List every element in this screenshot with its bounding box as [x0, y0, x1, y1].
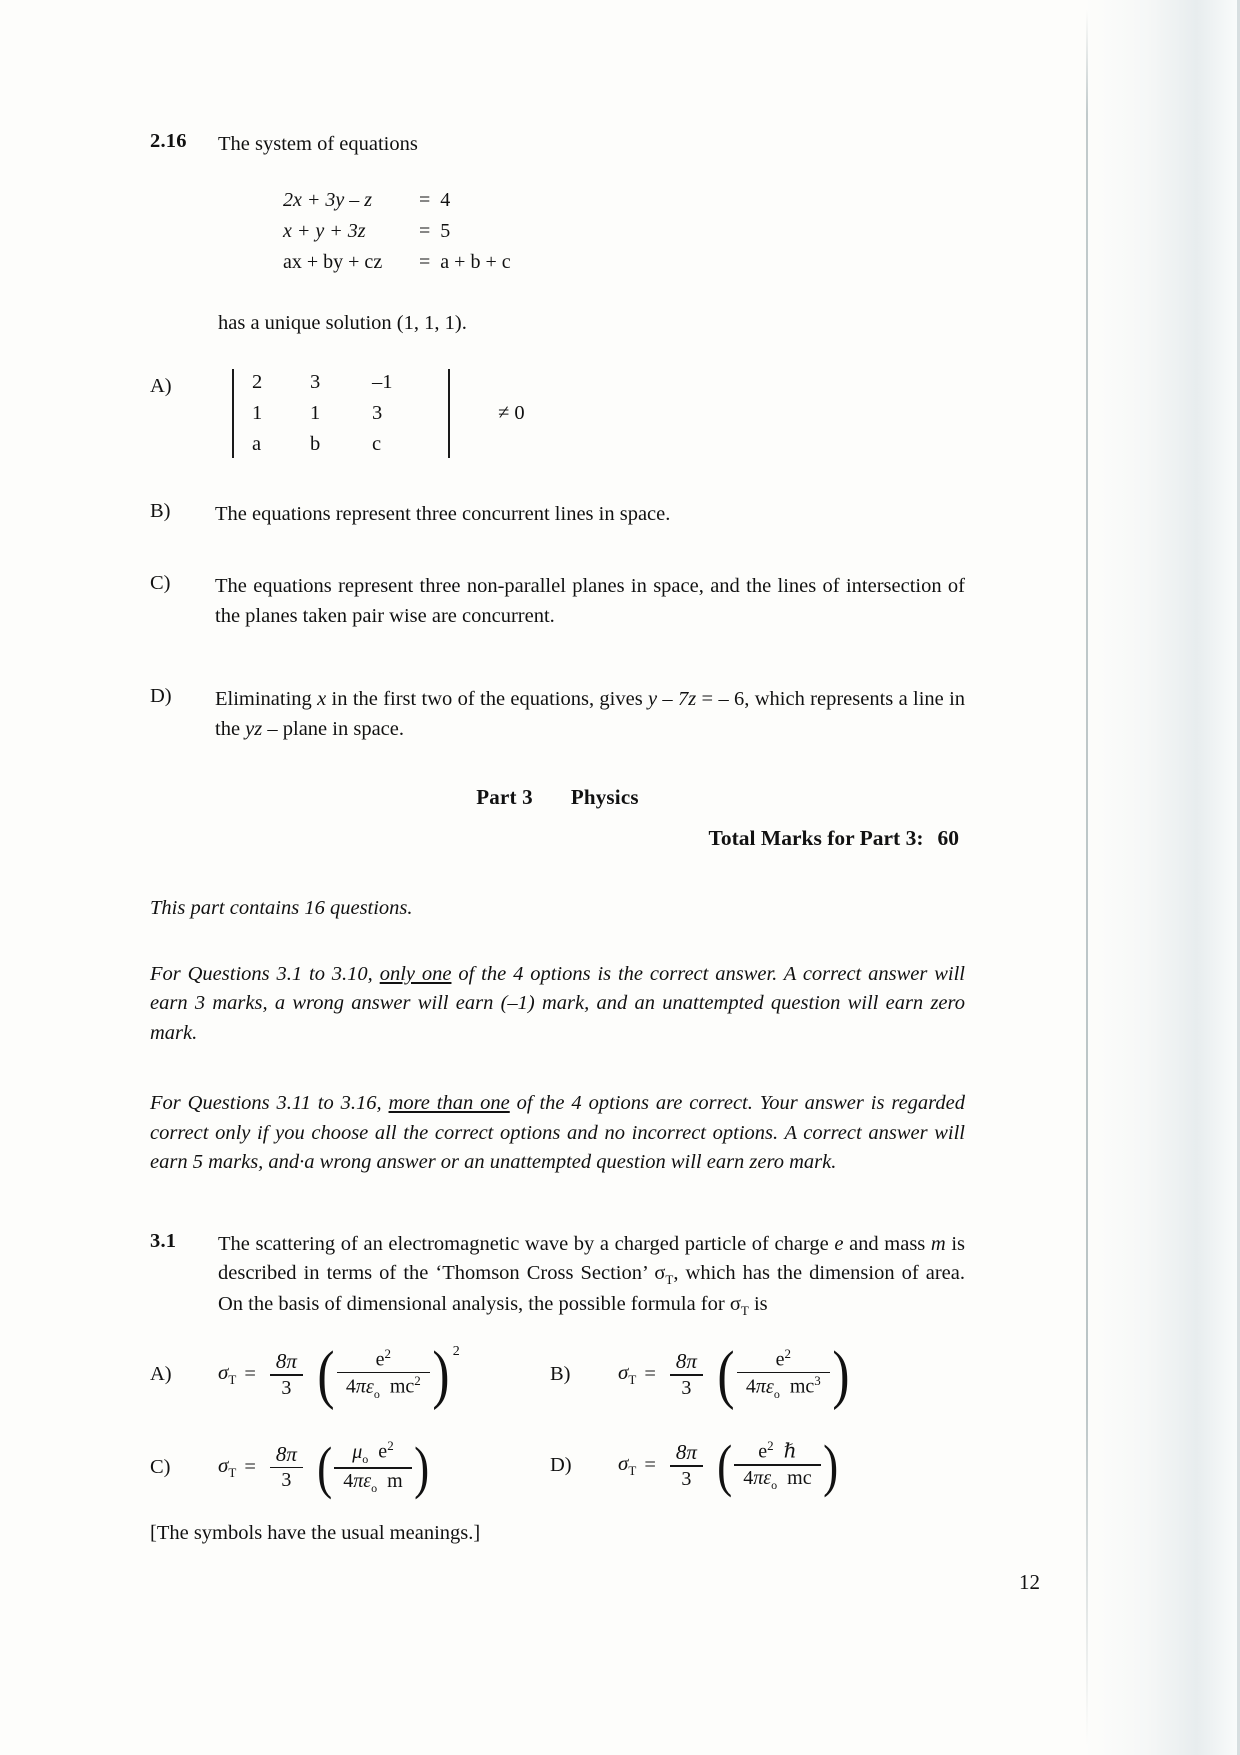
fraction-denominator: 3	[281, 1469, 292, 1492]
sigma-t-lhs: $\sigma_T$	[218, 1360, 237, 1388]
option-c	[150, 572, 965, 631]
option-d-part-3: which represents a line in the	[215, 688, 966, 740]
q31-part-1: The scattering of an electromagnetic wave by a charged particle of charge	[218, 1233, 835, 1256]
page-number: 12	[1019, 1570, 1040, 1594]
equals-sign: =	[644, 1362, 656, 1385]
part-label: Part 3	[476, 784, 533, 809]
inner-fraction	[337, 1346, 430, 1402]
inner-fraction	[734, 1438, 820, 1492]
matrix-cell: –1	[372, 371, 393, 394]
instruction-2-emphasis: more than one	[388, 1091, 510, 1114]
question-number: 2.16	[150, 130, 187, 152]
option-d-equation-rhs: = – 6,	[696, 688, 750, 711]
fraction-numerator: 8π	[275, 1348, 297, 1373]
inner-fraction	[334, 1438, 411, 1496]
option-c-label: C)	[150, 571, 171, 594]
option-d-label: D)	[550, 1454, 572, 1477]
instruction-1-post: of the 4 options is the correct answer. A correct answer will earn 3 marks, a wrong answer will earn (–1) mark, and an unattempted question will earn zero mark.	[150, 962, 965, 1045]
determinant	[218, 369, 464, 458]
unique-solution-condition: has a unique solution (1, 1, 1).	[218, 312, 467, 335]
option-d	[150, 685, 965, 744]
fraction-numerator: 8π	[275, 1441, 297, 1466]
option-a-formula	[150, 1337, 550, 1411]
option-b	[150, 500, 965, 530]
option-d-text	[215, 685, 965, 744]
parenthesized-expression	[315, 1337, 460, 1411]
option-d-part-1: Eliminating	[215, 688, 318, 711]
question-3-1-options	[150, 1337, 965, 1545]
plane-yz: yz	[245, 717, 263, 740]
inner-numerator: $e^2$ ℏ	[758, 1438, 797, 1463]
prefix-fraction	[270, 1349, 303, 1400]
q31-part-4: , which has the dimension of area. On the basis of dimensional analysis, the possible formula for	[218, 1262, 965, 1315]
option-b-formula	[550, 1337, 950, 1411]
matrix-cell: 3	[310, 371, 321, 394]
sigma-t-lhs: $\sigma_T$	[618, 1451, 637, 1479]
option-b-text: The equations represent three concurrent lines in space.	[215, 503, 671, 526]
matrix-cell: 3	[372, 402, 383, 425]
question-number: 3.1	[150, 1230, 177, 1253]
fraction-denominator: 3	[281, 1376, 292, 1399]
sigma-t-lhs: $\sigma_T$	[618, 1360, 637, 1388]
equation-lhs: 2x + 3y – z	[283, 189, 373, 212]
option-b-label: B)	[550, 1362, 571, 1385]
option-d-part-2: in the first two of the equations, gives	[326, 688, 648, 711]
q31-part-5: is	[748, 1292, 768, 1315]
prefix-fraction	[270, 1442, 303, 1493]
part-subject: Physics	[570, 784, 639, 809]
inner-numerator: $e^2$	[775, 1346, 792, 1371]
option-d-formula	[550, 1432, 950, 1498]
total-marks	[150, 826, 965, 851]
symbol-e: e	[834, 1233, 844, 1256]
inner-fraction	[737, 1346, 830, 1402]
inner-denominator: $4\pi\varepsilon_o$ mc	[743, 1466, 812, 1492]
fraction-denominator: 3	[681, 1376, 692, 1399]
total-marks-value: 60	[937, 825, 959, 850]
inner-numerator: $\mu_o$ $e^2$	[352, 1438, 394, 1466]
question-stem: The system of equations	[218, 133, 418, 155]
page-content	[150, 130, 965, 1545]
part-question-count: This part contains 16 questions.	[150, 896, 413, 919]
instruction-1-pre: For Questions 3.1 to 3.10,	[150, 962, 380, 985]
inner-denominator: $4\pi\varepsilon_o$ $mc^3$	[745, 1373, 821, 1402]
question-3-1-text	[218, 1230, 965, 1320]
prefix-fraction	[670, 1349, 703, 1400]
equals-sign: =	[644, 1454, 656, 1477]
instruction-1-emphasis: only one	[379, 962, 452, 985]
equation-rhs: 4	[440, 189, 451, 212]
question-3-1	[150, 1230, 965, 1320]
matrix-cell: b	[310, 433, 321, 456]
fraction-numerator: 8π	[675, 1348, 697, 1373]
variable-x: x	[317, 688, 327, 711]
determinant-relation: ≠ 0	[498, 402, 525, 425]
fraction-numerator: 8π	[675, 1440, 697, 1465]
total-marks-label: Total Marks for Part 3:	[708, 825, 924, 850]
equation-line-1: 2x + 3y – z = 4	[283, 185, 965, 216]
formula-row-2	[150, 1432, 965, 1500]
parenthesized-expression	[315, 1434, 431, 1500]
option-d-part-4: – plane in space.	[262, 717, 404, 740]
instruction-block-1	[150, 960, 965, 1049]
determinant-bar-left	[232, 369, 234, 458]
option-a	[150, 369, 965, 458]
matrix-cell: a	[252, 433, 262, 456]
matrix-cell: 1	[310, 402, 321, 425]
option-c-text: The equations represent three non-parallel planes in space, and the lines of intersection of the planes taken pair wise are concurrent.	[215, 574, 965, 627]
outer-exponent: 2	[452, 1344, 460, 1360]
right-paren: )	[413, 1434, 429, 1500]
equation-line-3: ax + by + cz = a + b + c	[283, 247, 965, 278]
option-d-label: D)	[150, 685, 172, 708]
left-paren: (	[717, 1337, 735, 1411]
option-c-formula	[150, 1434, 550, 1500]
parenthesized-expression	[715, 1337, 852, 1411]
equation-lhs: x + y + 3z	[283, 220, 366, 243]
option-a-label: A)	[150, 375, 172, 398]
instruction-block-2	[150, 1089, 965, 1178]
instruction-2-post: of the 4 options are correct. Your answer is regarded correct only if you choose all the correct options and no incorrect options. A correct answer will earn 5 marks, and·a wrong answer or an unattempted question will earn zero mark.	[150, 1091, 965, 1174]
option-d-equation: y – 7z	[648, 688, 697, 711]
left-paren: (	[317, 1434, 333, 1500]
inner-denominator: $4\pi\varepsilon_o$ m	[343, 1469, 403, 1495]
option-a-label: A)	[150, 1362, 172, 1385]
sigma-t-lhs: $\sigma_T$	[218, 1453, 237, 1481]
right-paren: )	[832, 1337, 850, 1411]
inner-denominator: $4\pi\varepsilon_o$ $mc^2$	[345, 1373, 421, 1402]
equation-rhs: a + b + c	[440, 251, 511, 274]
instruction-2-pre: For Questions 3.11 to 3.16,	[150, 1091, 389, 1114]
q31-part-2: and mass	[843, 1233, 931, 1256]
q31-part-3: is described in terms of the ‘Thomson Cross Section’	[218, 1233, 965, 1285]
fraction-denominator: 3	[681, 1467, 692, 1490]
scan-edge-shadow	[1085, 0, 1240, 1755]
parenthesized-expression	[715, 1432, 840, 1498]
equals-sign: =	[244, 1362, 256, 1385]
determinant-bar-right	[448, 369, 450, 458]
symbols-note: [The symbols have the usual meanings.]	[150, 1521, 481, 1544]
formula-row-1	[150, 1337, 965, 1411]
prefix-fraction	[670, 1440, 703, 1491]
symbol-m: m	[930, 1233, 946, 1256]
determinant-grid	[248, 369, 434, 458]
part-header	[150, 785, 965, 810]
option-b-label: B)	[150, 500, 171, 523]
equation-lhs: ax + by + cz	[283, 251, 383, 274]
left-paren: (	[317, 1337, 335, 1411]
option-c-label: C)	[150, 1455, 171, 1478]
equation-system	[283, 185, 965, 278]
hbar-symbol: ℏ	[783, 1440, 797, 1463]
equals-sign: =	[244, 1455, 256, 1478]
scan-edge-line	[1086, 10, 1088, 1745]
matrix-cell: 2	[252, 371, 263, 394]
right-paren: )	[432, 1337, 450, 1411]
matrix-cell: c	[372, 433, 382, 456]
inner-numerator: $e^2$	[375, 1346, 392, 1371]
symbol-sigma-t-2: $\sigma_T$	[729, 1292, 749, 1318]
equation-rhs: 5	[440, 220, 451, 243]
left-paren: (	[717, 1432, 733, 1498]
equation-line-2: x + y + 3z = 5	[283, 216, 965, 247]
right-paren: )	[822, 1432, 838, 1498]
matrix-cell: 1	[252, 402, 263, 425]
symbol-sigma-t: $\sigma_T$	[654, 1262, 674, 1288]
question-2-16	[150, 130, 965, 159]
